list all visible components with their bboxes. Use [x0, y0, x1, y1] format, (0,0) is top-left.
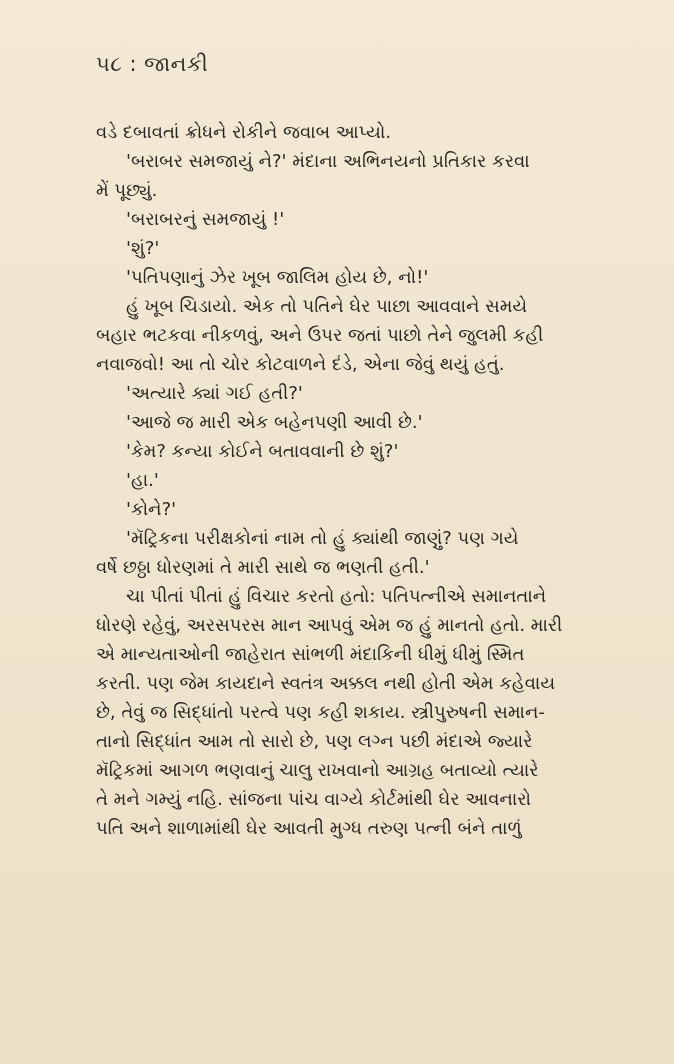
text-line: મૅટ્રિકમાં આગળ ભણવાનું ચાલુ રાખવાનો આગ્રહ બતાવ્યો ત્યારે [96, 760, 539, 781]
text-line: મેં પૂછ્યું. [96, 180, 158, 201]
text-line: નવાજવો! આ તો ચોર કોટવાળને દંડે, એના જેવું થયું હતું. [96, 354, 505, 375]
text-line: 'હા.' [126, 470, 159, 491]
text-line: 'કેમ? કન્યા કોઈને બતાવવાની છે શું?' [126, 441, 399, 462]
text-line: તાનો સિદ્ધાંત આમ તો સારો છે, પણ લગ્ન પછી મંદાએ જ્યારે [96, 731, 533, 752]
running-head: ૫૮ : જાનકી [96, 52, 209, 76]
text-line: 'કોને?' [126, 499, 177, 520]
text-line: બહાર ભટકવા નીકળવું, અને ઉપર જતાં પાછો તેને જુલમી કહી [96, 325, 544, 346]
text-line: 'બરાબરનું સમજાયું !' [126, 209, 285, 230]
text-line: 'આજે જ મારી એક બહેનપણી આવી છે.' [126, 412, 423, 433]
text-line: પતિ અને શાળામાંથી ઘેર આવતી મુગ્ધ તરુણ પત્ની બંને તાળું [96, 818, 522, 839]
body-text [96, 118, 636, 843]
text-line: એ માન્યતાઓની જાહેરાત સાંભળી મંદાકિની ધીમું ધીમું સ્મિત [96, 644, 525, 665]
text-line: ધોરણે રહેવું, અરસપરસ માન આપવું એમ જ હું માનતો હતો. મારી [96, 615, 563, 636]
text-line: તે મને ગમ્યું નહિ. સાંજના પાંચ વાગ્યે કોર્ટમાંથી ઘેર આવનારો [96, 789, 532, 810]
text-line: વર્ષે છઠ્ઠા ધોરણમાં તે મારી સાથે જ ભણતી હતી.' [96, 557, 430, 578]
text-line: 'શું?' [126, 238, 160, 259]
text-line: 'અત્યારે ક્યાં ગઈ હતી?' [126, 383, 303, 404]
text-line: 'પતિપણાનું ઝેર ખૂબ જાલિમ હોય છે, નો!' [126, 267, 429, 288]
text-line: છે, તેવું જ સિદ્ધાંતો પરત્વે પણ કહી શકાય. સ્ત્રીપુરુષની સમાન- [96, 702, 545, 723]
text-line: 'બરાબર સમજાયું ને?' મંદાના અભિનયનો પ્રતિકાર કરવા [126, 151, 530, 172]
text-line: 'મૅટ્રિકના પરીક્ષકોનાં નામ તો હું ક્યાંથી જાણું? પણ ગયે [126, 528, 519, 549]
text-line: હું ખૂબ ચિડાયો. એક તો પતિને ઘેર પાછા આવવાને સમયે [126, 296, 528, 317]
text-line: કરતી. પણ જેમ કાયદાને સ્વતંત્ર અક્કલ નથી હોતી એમ કહેવાય [96, 673, 556, 694]
text-line: વડે દબાવતાં ક્રોધને રોકીને જવાબ આપ્યો. [96, 122, 392, 143]
text-line: ચા પીતાં પીતાં હું વિચાર કરતો હતો: પતિપત્નીએ સમાનતાને [126, 586, 547, 607]
